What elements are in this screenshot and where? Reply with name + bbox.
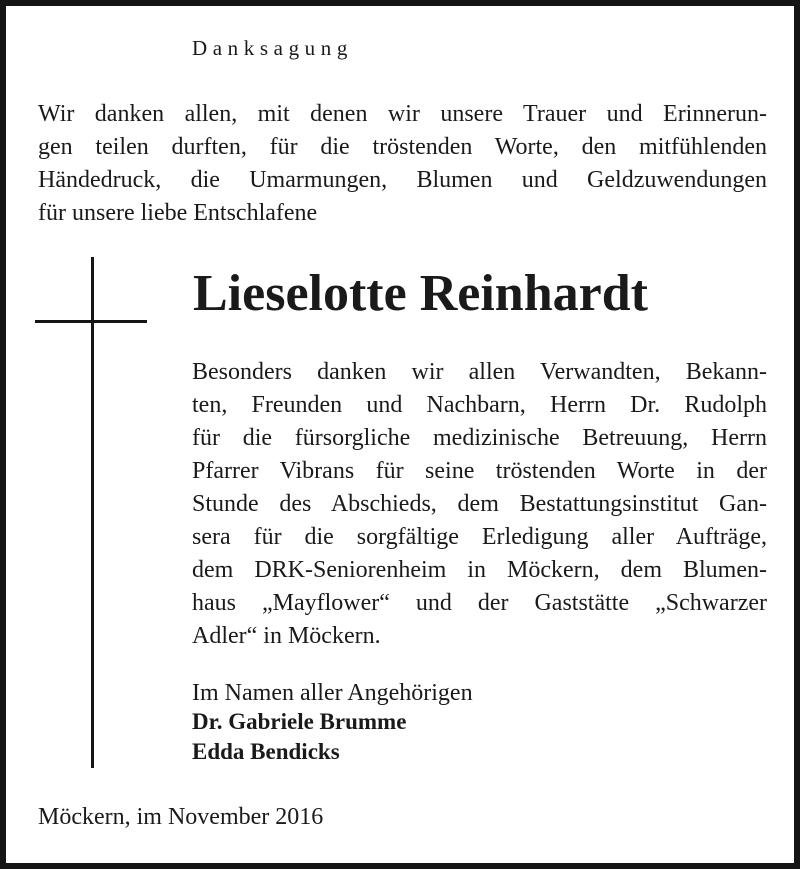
intro-line: für unsere liebe Entschlafene (38, 200, 318, 226)
thanks-line: Besonders danken wir allen Verwandten, Bekann- (192, 359, 767, 385)
thanks-line: dem DRK-Seniorenheim in Möckern, dem Blumen- (192, 557, 767, 583)
thanks-line: Stunde des Abschieds, dem Bestattungsinstitut Gan- (192, 491, 767, 517)
signatory-name: Edda Bendicks (192, 739, 340, 764)
closing-line: Im Namen aller Angehörigen (192, 680, 473, 706)
notice-heading: Danksagung (192, 36, 353, 60)
thanks-line: sera für die sorgfältige Erledigung aller Aufträge, (192, 524, 767, 550)
intro-line: Händedruck, die Umarmungen, Blumen und Geldzuwendungen (38, 167, 767, 193)
thanks-line: für die fürsorgliche medizinische Betreuung, Herrn (192, 425, 767, 451)
signatory-name: Dr. Gabriele Brumme (192, 709, 407, 734)
cross-icon-horizontal (35, 320, 147, 323)
intro-paragraph (38, 98, 767, 230)
deceased-name: Lieselotte Reinhardt (193, 265, 648, 322)
intro-line: Wir danken allen, mit denen wir unsere Trauer und Erinnerun- (38, 101, 767, 127)
thanks-paragraph (192, 356, 767, 653)
thanks-line: Adler“ in Möckern. (192, 623, 381, 649)
place-and-date: Möckern, im November 2016 (38, 804, 324, 830)
intro-line: gen teilen durften, für die tröstenden Worte, den mitfühlenden (38, 134, 767, 160)
thanks-line: ten, Freunden und Nachbarn, Herrn Dr. Rudolph (192, 392, 767, 418)
thanks-line: haus „Mayflower“ und der Gaststätte „Schwarzer (192, 590, 767, 616)
thanks-line: Pfarrer Vibrans für seine tröstenden Worte in der (192, 458, 767, 484)
cross-icon-vertical (91, 257, 94, 768)
